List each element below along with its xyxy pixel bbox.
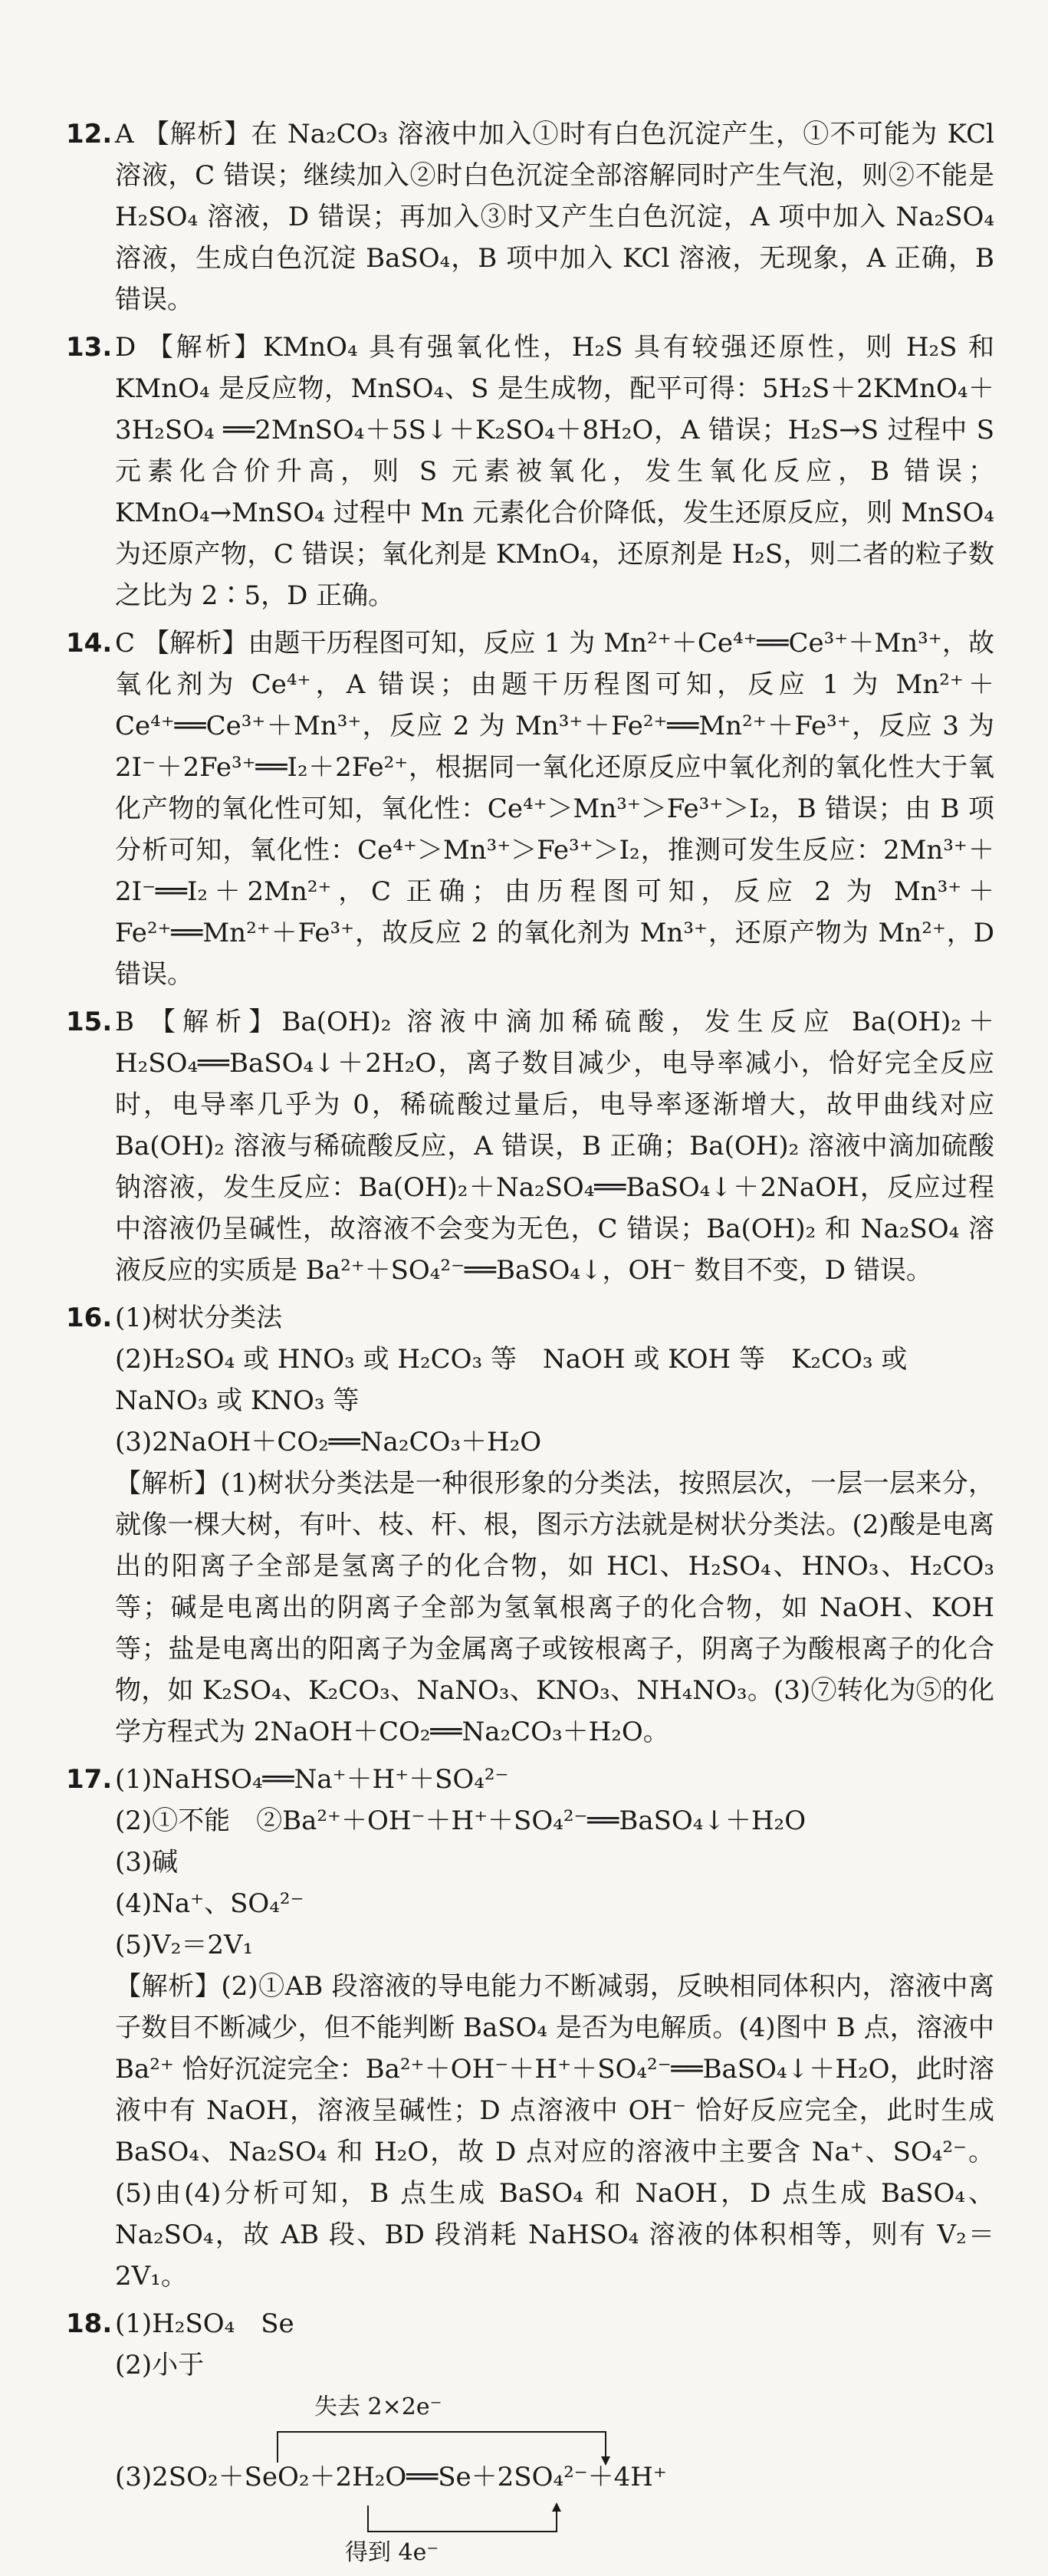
gain-arrow-head: [552, 2502, 561, 2512]
question-number: 17.: [66, 1764, 113, 1795]
answer-part-5: (5)V₂＝2V₁: [115, 1930, 254, 1960]
redox-equation: (3)2SO₂＋SeO₂＋2H₂O══Se＋2SO₄²⁻＋4H⁺: [115, 2462, 667, 2492]
answer-part-2: (2)H₂SO₄ 或 HNO₃ 或 H₂CO₃ 等 NaOH 或 KOH 等 K₂CO₃ 或 NaNO₃ 或 KNO₃ 等: [115, 1344, 908, 1416]
answer-part-1: (1)树状分类法: [115, 1303, 283, 1333]
question-12: [66, 113, 994, 320]
answer-part-1: (1)H₂SO₄ Se: [115, 2308, 294, 2339]
electron-transfer-diagram: [115, 2392, 805, 2576]
analysis-text: 【解析】(1)树状分类法是一种很形象的分类法，按照层次，一层一层来分，就像一棵大树，有叶、枝、杆、根，图示方法就是树状分类法。(2)酸是电离出的阳离子全部是氢离子的化合物，如 HCl、H₂SO₄、HNO₃、H₂CO₃ 等；碱是电离出的阴离子全部为氢氧根离子的化合物，如 NaOH、KOH 等；盐是电离出的阳离子为金属离子或铵根离子，阴离子为酸根离子的化合物，如 K₂SO₄、K₂CO₃、NaNO₃、KNO₃、NH₄NO₃。(3)⑦转化为⑤的化学方程式为 2NaOH＋CO₂══Na₂CO₃＋H₂O。: [115, 1468, 994, 1747]
question-16: [66, 1297, 994, 1753]
gain-electron-bracket: [368, 2505, 557, 2532]
lost-electrons-label: 失去 2×2e⁻: [314, 2394, 442, 2420]
question-number: 16.: [66, 1303, 113, 1333]
analysis-text: 【解析】(2)①AB 段溶液的导电能力不断减弱，反映相同体积内，溶液中离子数目不断减少，但不能判断 BaSO₄ 是否为电解质。(4)图中 B 点，溶液中 Ba²⁺ 恰好沉淀完全：Ba²⁺＋OH⁻＋H⁺＋SO₄²⁻══BaSO₄↓＋H₂O，此时溶液中有 NaOH，溶液呈碱性；D 点溶液中 OH⁻ 恰好反应完全，此时生成 BaSO₄、Na₂SO₄ 和 H₂O，故 D 点对应的溶液中主要含 Na⁺、SO₄²⁻。(5)由(4)分析可知，B 点生成 BaSO₄ 和 NaOH，D 点生成 BaSO₄、Na₂SO₄，故 AB 段、BD 段消耗 NaHSO₄ 溶液的体积相等，则有 V₂＝2V₁。: [115, 1971, 994, 2292]
question-number: 15.: [66, 1007, 113, 1037]
question-15: [66, 1001, 994, 1291]
question-number: 14.: [66, 628, 113, 659]
question-number: 18.: [66, 2308, 113, 2339]
answer-part-2: (2)①不能 ②Ba²⁺＋OH⁻＋H⁺＋SO₄²⁻══BaSO₄↓＋H₂O: [115, 1806, 807, 1836]
answer-part-1: (1)NaHSO₄══Na⁺＋H⁺＋SO₄²⁻: [115, 1764, 509, 1795]
answer-text: D 【解析】KMnO₄ 具有强氧化性，H₂S 具有较强还原性，则 H₂S 和 KMnO₄ 是反应物，MnSO₄、S 是生成物，配平可得：5H₂S＋2KMnO₄＋3H₂SO₄ ══2MnSO₄＋5S↓＋K₂SO₄＋8H₂O，A 错误；H₂S→S 过程中 S 元素化合价升高，则 S 元素被氧化，发生氧化反应，B 错误；KMnO₄→MnSO₄ 过程中 Mn 元素化合价降低，发生还原反应，则 MnSO₄ 为还原产物，C 错误；氧化剂是 KMnO₄，还原剂是 H₂S，则二者的粒子数之比为 2∶5，D 正确。: [115, 332, 994, 611]
answer-part-3: (3)碱: [115, 1847, 179, 1878]
question-number: 12.: [66, 119, 113, 150]
question-17: [66, 1759, 994, 2297]
question-14: [66, 623, 994, 995]
answer-part-2: (2)小于: [115, 2350, 205, 2380]
answer-part-3: (3)2NaOH＋CO₂══Na₂CO₃＋H₂O: [115, 1427, 542, 1457]
answer-text: C 【解析】由题干历程图可知，反应 1 为 Mn²⁺＋Ce⁴⁺══Ce³⁺＋Mn³⁺，故氧化剂为 Ce⁴⁺，A 错误；由题干历程图可知，反应 1 为 Mn²⁺＋Ce⁴⁺══Ce³⁺＋Mn³⁺，反应 2 为 Mn³⁺＋Fe²⁺══Mn²⁺＋Fe³⁺，反应 3 为 2I⁻＋2Fe³⁺══I₂＋2Fe²⁺，根据同一氧化还原反应中氧化剂的氧化性大于氧化产物的氧化性可知，氧化性：Ce⁴⁺＞Mn³⁺＞Fe³⁺＞I₂，B 错误；由 B 项分析可知，氧化性：Ce⁴⁺＞Mn³⁺＞Fe³⁺＞I₂，推测可发生反应：2Mn³⁺＋2I⁻══I₂＋2Mn²⁺，C 正确；由历程图可知，反应 2 为 Mn³⁺＋Fe²⁺══Mn²⁺＋Fe³⁺，故反应 2 的氧化剂为 Mn³⁺，还原产物为 Mn²⁺，D 错误。: [115, 628, 994, 990]
answer-text: B 【解析】Ba(OH)₂ 溶液中滴加稀硫酸，发生反应 Ba(OH)₂＋H₂SO₄══BaSO₄↓＋2H₂O，离子数目减少，电导率减小，恰好完全反应时，电导率几乎为 0，稀硫酸过量后，电导率逐渐增大，故甲曲线对应 Ba(OH)₂ 溶液与稀硫酸反应，A 错误，B 正确；Ba(OH)₂ 溶液中滴加硫酸钠溶液，发生反应：Ba(OH)₂＋Na₂SO₄══BaSO₄↓＋2NaOH，反应过程中溶液仍呈碱性，故溶液不会变为无色，C 错误；Ba(OH)₂ 和 Na₂SO₄ 溶液反应的实质是 Ba²⁺＋SO₄²⁻══BaSO₄↓，OH⁻ 数目不变，D 错误。: [115, 1007, 994, 1286]
gained-electrons-label: 得到 4e⁻: [345, 2539, 439, 2566]
question-18: [66, 2303, 994, 2576]
answer-text: A 【解析】在 Na₂CO₃ 溶液中加入①时有白色沉淀产生，①不可能为 KCl 溶液，C 错误；继续加入②时白色沉淀全部溶解同时产生气泡，则②不能是 H₂SO₄ 溶液，D 错误；再加入③时又产生白色沉淀，A 项中加入 Na₂SO₄ 溶液，生成白色沉淀 BaSO₄，B 项中加入 KCl 溶液，无现象，A 正确，B 错误。: [115, 119, 994, 315]
answer-part-4: (4)Na⁺、SO₄²⁻: [115, 1888, 304, 1919]
question-13: [66, 327, 994, 616]
question-number: 13.: [66, 332, 113, 363]
